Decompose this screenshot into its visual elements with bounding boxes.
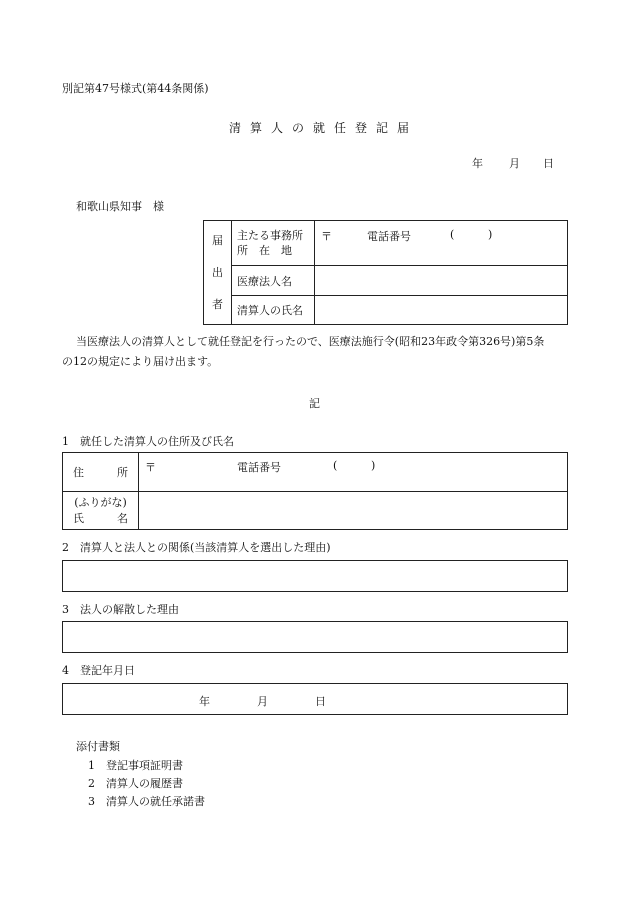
section2-heading: 2 清算人と法人との関係(当該清算人を選出した理由) — [62, 541, 331, 554]
relationship-field[interactable] — [62, 560, 568, 592]
attachment-item-1: 1 登記事項証明書 — [88, 759, 183, 772]
form-number: 別記第47号様式(第44条関係) — [62, 82, 209, 95]
section4-heading: 4 登記年月日 — [62, 664, 135, 677]
date-day: 日 — [543, 157, 554, 170]
name-label: (ふりがな) 氏 名 — [63, 492, 139, 530]
attachments-heading: 添付書類 — [76, 740, 120, 753]
attachment-item-3: 3 清算人の就任承諾書 — [88, 795, 205, 808]
body-text-line-2: の12の規定により届け出ます。 — [62, 355, 219, 368]
liquidator-name-label: 清算人の氏名 — [232, 296, 315, 325]
page-title: 清算人の就任登記届 — [229, 121, 419, 135]
applicant-table — [203, 220, 568, 325]
date-year: 年 — [472, 157, 483, 170]
date-month: 月 — [509, 157, 520, 170]
address-label: 住 所 — [63, 453, 139, 492]
ki-heading: 記 — [309, 397, 320, 410]
body-text-line-1: 当医療法人の清算人として就任登記を行ったので、医療法施行令(昭和23年政令第326号)第5条 — [76, 335, 545, 348]
address-field[interactable]: 〒 電話番号 ( ) — [139, 453, 568, 492]
name-field[interactable] — [139, 492, 568, 530]
addressee: 和歌山県知事 様 — [76, 200, 164, 213]
registration-date-field[interactable] — [62, 683, 568, 715]
attachment-item-2: 2 清算人の履歴書 — [88, 777, 183, 790]
applicant-side-label: 届 出 者 — [204, 221, 232, 325]
corp-name-label: 医療法人名 — [232, 266, 315, 296]
office-address-field[interactable]: 〒 電話番号 ( ) — [315, 221, 568, 266]
corp-name-field[interactable] — [315, 266, 568, 296]
section3-heading: 3 法人の解散した理由 — [62, 603, 179, 616]
liquidator-name-field[interactable] — [315, 296, 568, 325]
reg-year: 年 — [199, 695, 210, 708]
dissolution-reason-field[interactable] — [62, 621, 568, 653]
office-address-label: 主たる事務所 所 在 地 — [232, 221, 315, 266]
section1-heading: 1 就任した清算人の住所及び氏名 — [62, 435, 234, 448]
liquidator-info-table — [62, 452, 568, 530]
reg-day: 日 — [315, 695, 326, 708]
reg-month: 月 — [257, 695, 268, 708]
